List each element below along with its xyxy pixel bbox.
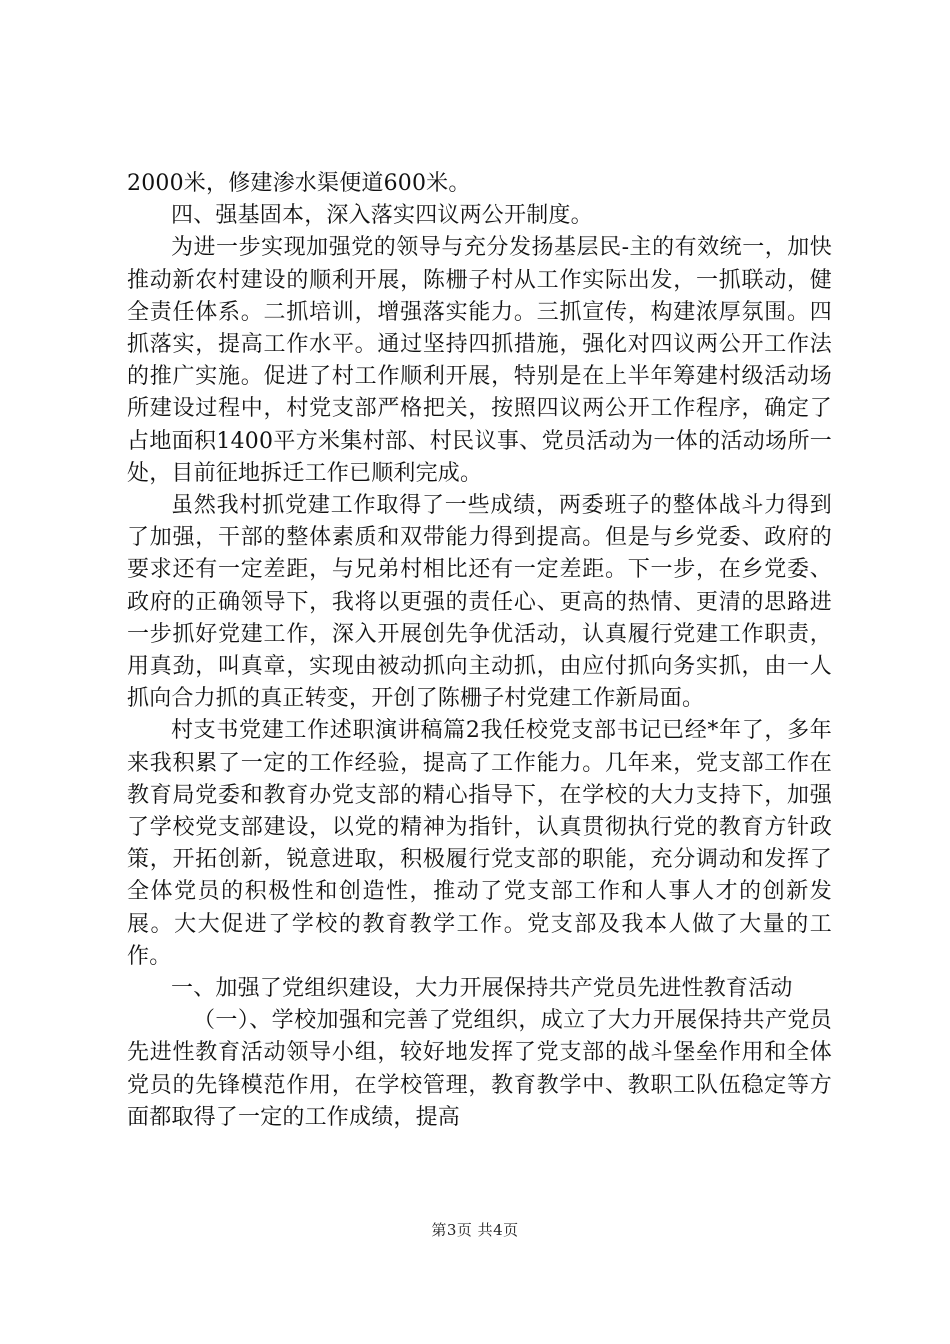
paragraph-4: 虽然我村抓党建工作取得了一些成绩，两委班子的整体战斗力得到了加强，干部的整体素质和双带能力得到提高。但是与乡党委、政府的要求还有一定差距，与兄弟村相比还有一定差距。下一步，在乡党委、政府的正确领导下，我将以更强的责任心、更高的热情、更清的思路进一步抓好党建工作，深入开展创先争优活动，认真履行党建工作职责，用真劲，叫真章，实现由被动抓向主动抓，由应付抓向务实抓，由一人抓向合力抓的真正转变，开创了陈栅子村党建工作新局面。 [127, 493, 832, 712]
paragraph-6-heading: 一、加强了党组织建设，大力开展保持共产党员先进性教育活动 [171, 976, 793, 1002]
paragraph-3: 为进一步实现加强党的领导与充分发扬基层民-主的有效统一，加快推动新农村建设的顺利开展，陈栅子村从工作实际出发，一抓联动，健全责任体系。二抓培训，增强落实能力。三抓宣传，构建浓厚氛围。四抓落实，提高工作水平。通过坚持四抓措施，强化对四议两公开工作法的推广实施。促进了村工作顺利开展，特别是在上半年筹建村级活动场所建设过程中，村党支部严格把关，按照四议两公开工作程序，确定了占地面积1400平方米集村部、村民议事、党员活动为一体的活动场所一处，目前征地拆迁工作已顺利完成。 [127, 235, 832, 486]
paragraph-2-heading: 四、强基固本，深入落实四议两公开制度。 [171, 203, 593, 229]
document-body [127, 168, 832, 1134]
paragraph-1: 2000米，修建渗水渠便道600米。 [127, 171, 471, 196]
paragraph-7: （一）、学校加强和完善了党组织，成立了大力开展保持共产党员先进性教育活动领导小组，较好地发挥了党支部的战斗堡垒作用和全体党员的先锋模范作用，在学校管理，教育教学中、教职工队伍稳定等方面都取得了一定的工作成绩，提高 [127, 1008, 832, 1130]
page-number-footer: 第3页 共4页 [431, 1221, 519, 1239]
paragraph-5: 村支书党建工作述职演讲稿篇2我任校党支部书记已经*年了，多年来我积累了一定的工作经验，提高了工作能力。几年来，党支部工作在教育局党委和教育办党支部的精心指导下，在学校的大力支持下，加强了学校党支部建设，以党的精神为指针，认真贯彻执行党的教育方针政策，开拓创新，锐意进取，积极履行党支部的职能，充分调动和发挥了全体党员的积极性和创造性，推动了党支部工作和人事人才的创新发展。大大促进了学校的教育教学工作。党支部及我本人做了大量的工作。 [127, 718, 832, 969]
